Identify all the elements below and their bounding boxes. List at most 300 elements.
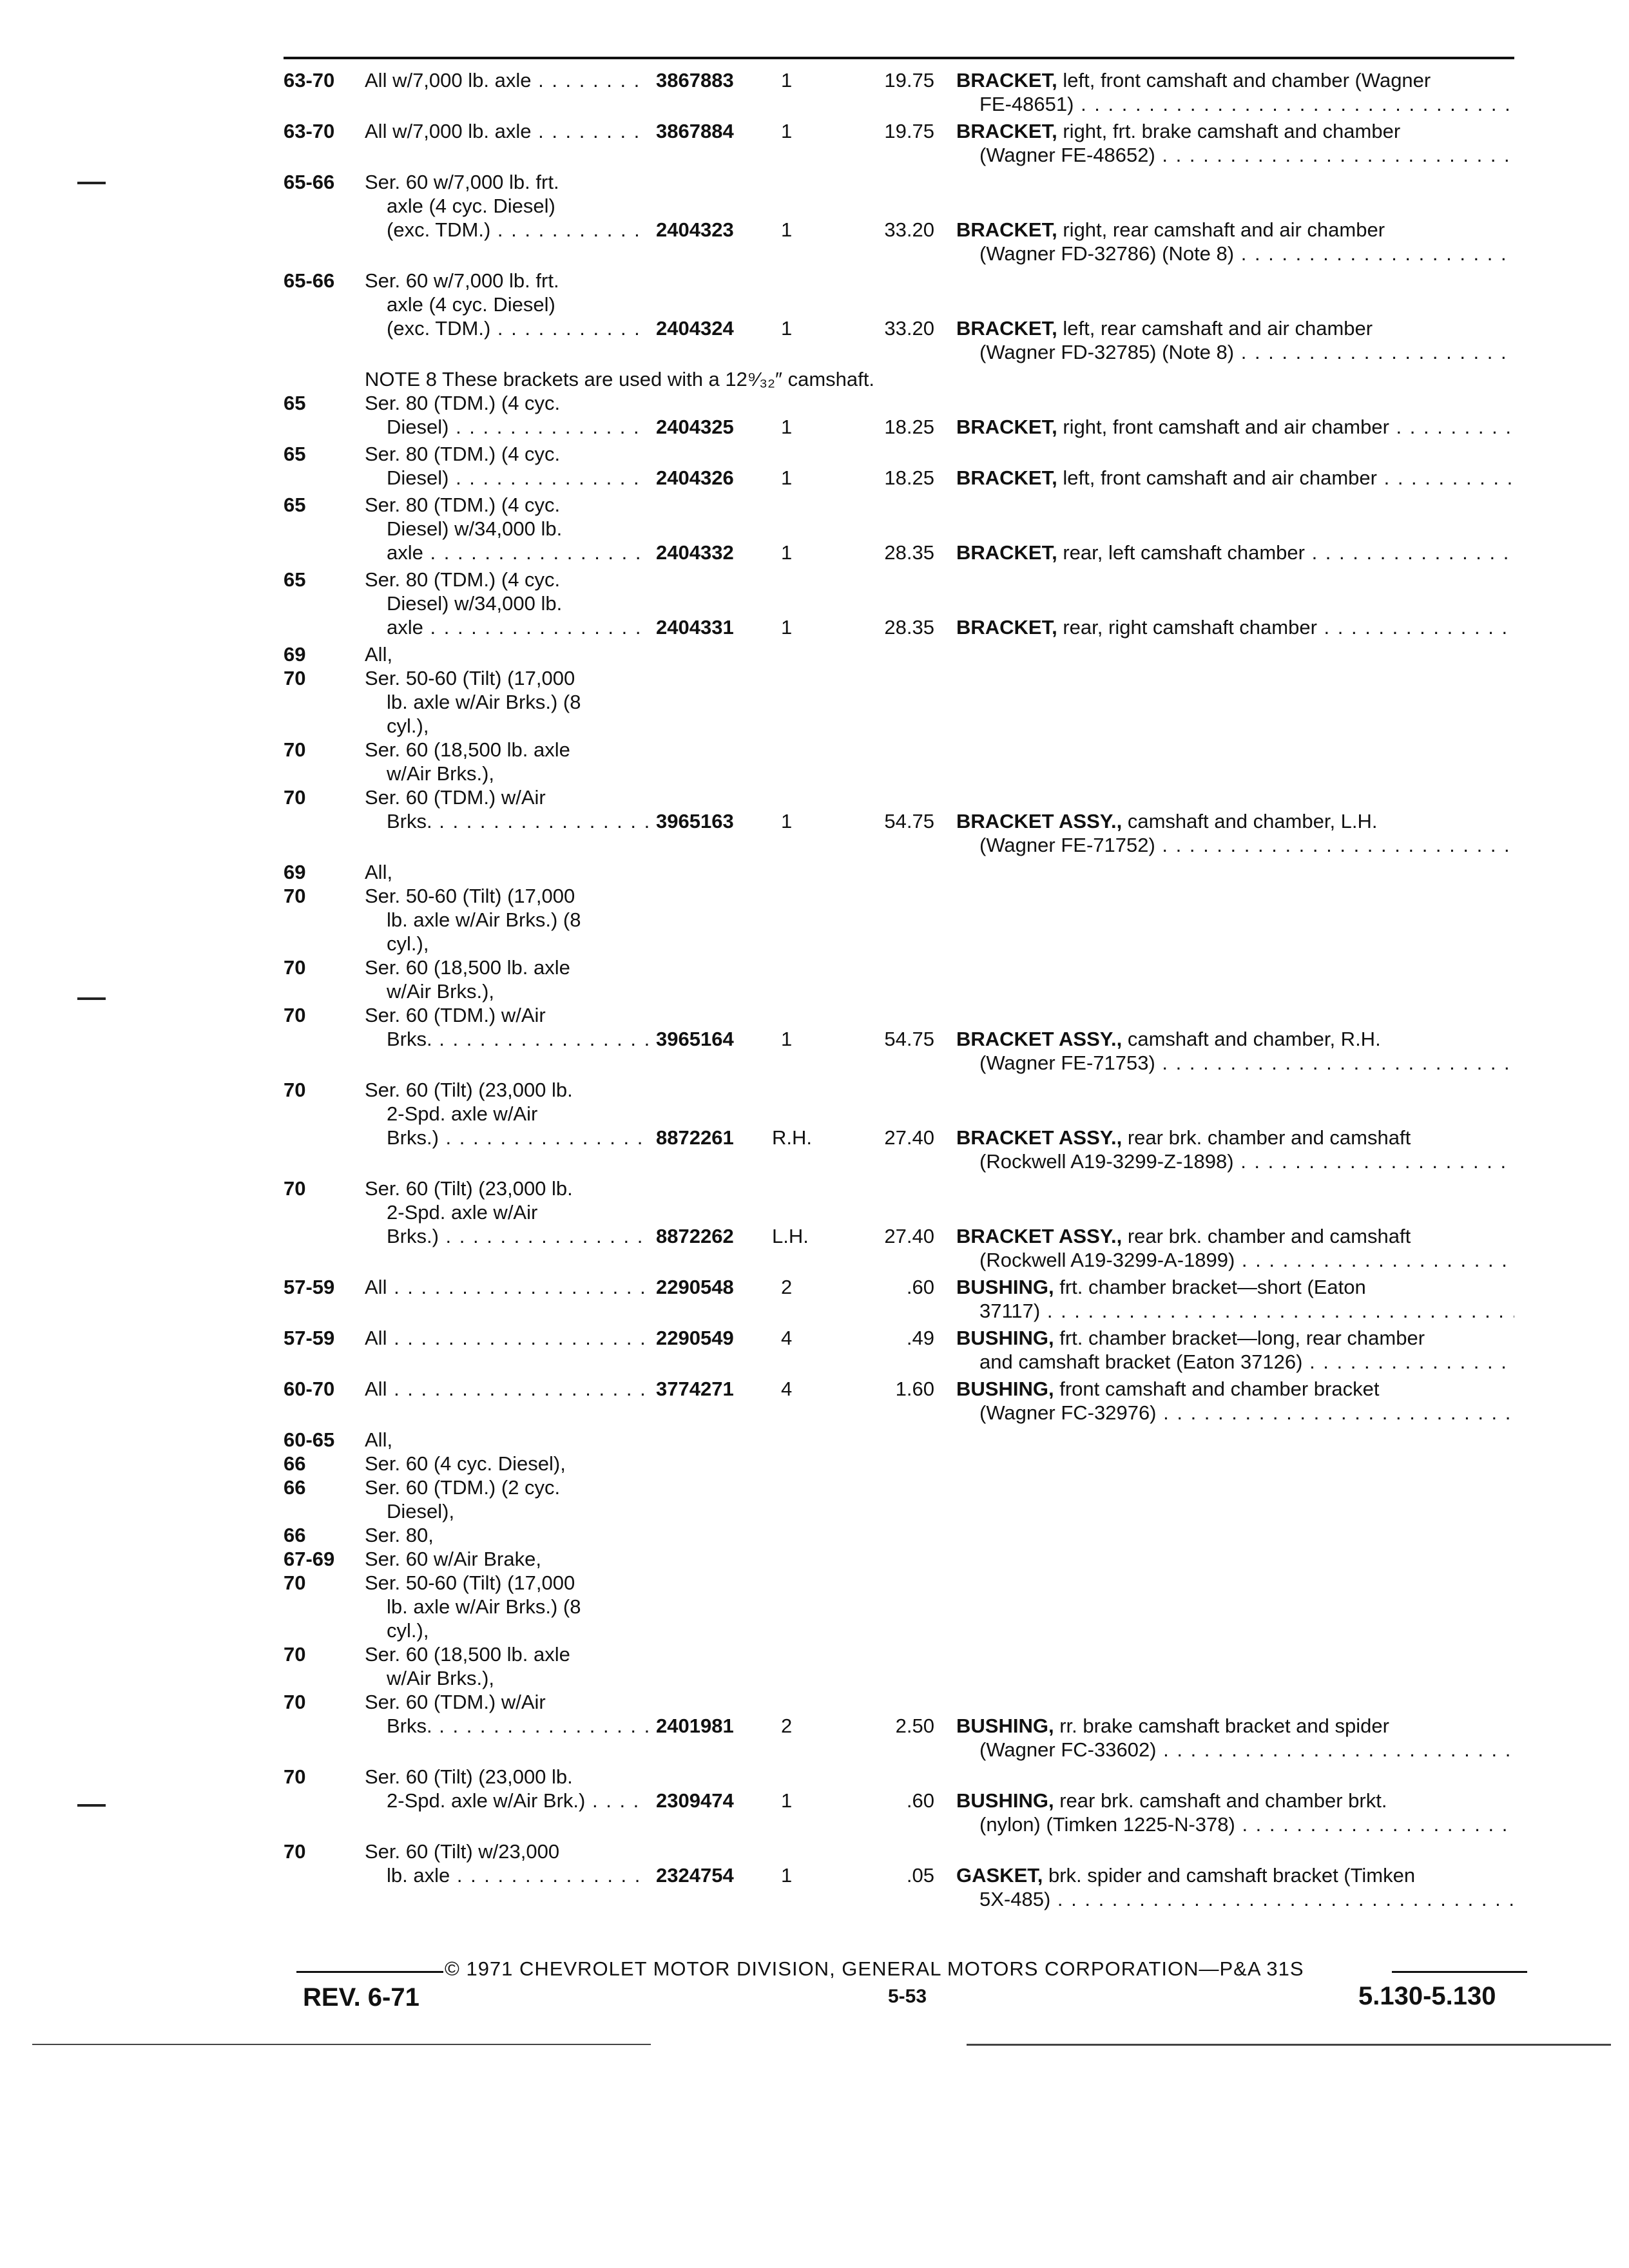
part-entry (284, 493, 1521, 568)
part-name: BRACKET, (956, 317, 1057, 340)
model-year (284, 932, 365, 956)
part-description (956, 1714, 1514, 1762)
part-entry (284, 568, 1521, 642)
quantity: 1 (781, 69, 793, 91)
description-text: 37117) (979, 1300, 1041, 1322)
model-year: 66 (284, 1476, 306, 1499)
model-year: 70 (284, 956, 306, 979)
quantity: 1 (781, 1789, 793, 1812)
model-years (284, 1428, 365, 1714)
application-line: Ser. 60 (TDM.) w/Air (365, 1004, 546, 1026)
description-line (956, 615, 1514, 639)
quantity: 1 (781, 1864, 793, 1887)
description-line (956, 1863, 1514, 1887)
application (365, 1765, 648, 1812)
description-text: and camshaft bracket (Eaton 37126) (979, 1350, 1303, 1373)
application-line: Ser. 60 (Tilt) (23,000 lb. (365, 1177, 573, 1200)
description-line (956, 1224, 1514, 1248)
list-price: 33.20 (884, 218, 934, 241)
part-entry (284, 442, 1521, 493)
description-text: (Wagner FC-32976) (979, 1401, 1157, 1424)
application-line: Brks.) . . . (365, 1126, 648, 1149)
application-line: All . . . (365, 1275, 648, 1299)
list-price: 27.40 (884, 1126, 934, 1149)
part-number: 2401981 (652, 1714, 766, 1738)
description-text: right, frt. brake camshaft and chamber (1063, 120, 1401, 142)
catalog-note: NOTE 8 These brackets are used with a 12⁹⁄₃₂″ camshaft. (365, 368, 874, 390)
description-text: rear, left camshaft chamber (1063, 541, 1305, 564)
part-description (956, 1126, 1514, 1173)
application (365, 642, 648, 833)
part-entry (284, 1377, 1521, 1428)
application-line: lb. axle w/Air Brks.) (8 (387, 908, 581, 931)
model-years (284, 642, 365, 809)
model-year: 65 (284, 443, 306, 465)
part-description (956, 466, 1514, 490)
part-entry (284, 860, 1521, 1078)
description-text: (Rockwell A19-3299-A-1899) (979, 1249, 1235, 1271)
part-entry (284, 391, 1521, 442)
model-year (284, 690, 365, 714)
model-year (284, 1595, 365, 1619)
application-line: Ser. 60 (TDM.) (2 cyc. (365, 1476, 561, 1499)
application-line: (exc. TDM.) . . . (365, 316, 648, 340)
description-line (956, 1275, 1514, 1299)
part-description (956, 68, 1514, 116)
application-line: All, (365, 861, 393, 883)
description-line (956, 1126, 1514, 1149)
application-line: All w/7,000 lb. axle . . . (365, 68, 648, 92)
application-line: Ser. 60 w/Air Brake, (365, 1548, 541, 1570)
part-number: 8872262 (652, 1224, 766, 1248)
description-text: (Wagner FE-71752) (979, 834, 1155, 856)
model-years (284, 1765, 365, 1789)
model-year: 70 (284, 1643, 306, 1666)
model-year (284, 1666, 365, 1690)
quantity: 2 (781, 1276, 793, 1298)
description-line (956, 466, 1514, 490)
description-text: rear brk. camshaft and chamber brkt. (1059, 1789, 1387, 1812)
part-name: BRACKET, (956, 120, 1057, 142)
description-text: (Wagner FE-48652) (979, 144, 1155, 166)
application (365, 860, 648, 1051)
application-line: cyl.), (387, 1619, 429, 1642)
application-line: Ser. 50-60 (Tilt) (17,000 (365, 1571, 575, 1594)
description-text: left, front camshaft and chamber (Wagner (1063, 69, 1431, 91)
application-line: Ser. 60 w/7,000 lb. frt. (365, 269, 559, 292)
application (365, 1275, 648, 1299)
model-year: 70 (284, 1079, 306, 1101)
application-line: Ser. 80 (TDM.) (4 cyc. (365, 494, 561, 516)
model-year: 65 (284, 494, 306, 516)
description-line (956, 541, 1514, 564)
model-year: 70 (284, 667, 306, 689)
quantity: 1 (781, 416, 793, 438)
application-line: Ser. 60 (18,500 lb. axle (365, 1643, 570, 1666)
application-line: All . . . (365, 1377, 648, 1401)
application-line: cyl.), (387, 715, 429, 737)
quantity: 1 (781, 317, 793, 340)
list-price: 33.20 (884, 317, 934, 340)
revision-date: REV. 6-71 (303, 1983, 419, 2012)
part-name: BRACKET, (956, 69, 1057, 91)
model-years (284, 68, 365, 92)
model-year: 70 (284, 1691, 306, 1713)
part-description (956, 1377, 1514, 1425)
application-line: w/Air Brks.), (387, 980, 495, 1003)
model-year: 65 (284, 392, 306, 414)
application-line: Ser. 60 (TDM.) w/Air (365, 1691, 546, 1713)
model-years (284, 1377, 365, 1401)
application-line: Ser. 60 (18,500 lb. axle (365, 956, 570, 979)
application-line: Ser. 60 (Tilt) (23,000 lb. (365, 1765, 573, 1788)
model-years (284, 1275, 365, 1299)
description-line (956, 340, 1514, 364)
part-description (956, 415, 1514, 439)
part-name: GASKET, (956, 1864, 1043, 1887)
part-name: BUSHING, (956, 1378, 1054, 1400)
application-line: All w/7,000 lb. axle . . . (365, 119, 648, 143)
footer-rule-right (1392, 1971, 1527, 1973)
application-line: Brks. . . . (365, 1714, 648, 1738)
margin-mark (77, 182, 106, 184)
quantity: 1 (781, 541, 793, 564)
application (365, 1177, 648, 1248)
part-number: 2290549 (652, 1326, 766, 1350)
list-price: 1.60 (895, 1378, 934, 1400)
copyright-notice: © 1971 CHEVROLET MOTOR DIVISION, GENERAL MOTORS CORPORATION—P&A 31S (445, 1957, 1304, 1980)
part-description (956, 1275, 1514, 1323)
application (365, 1326, 648, 1350)
part-entry (284, 1275, 1521, 1326)
description-text: 5X-485) (979, 1888, 1051, 1910)
description-line (956, 1027, 1514, 1051)
part-entry (284, 1428, 1521, 1765)
application (365, 1840, 648, 1887)
part-entry (284, 1765, 1521, 1840)
application-line: Diesel) w/34,000 lb. (387, 592, 563, 615)
model-year: 67-69 (284, 1548, 335, 1570)
application-line: Ser. 60 (Tilt) w/23,000 (365, 1840, 560, 1863)
quantity: 1 (781, 218, 793, 241)
part-name: BRACKET, (956, 416, 1057, 438)
application (365, 269, 648, 340)
model-year: 70 (284, 786, 306, 809)
application-line: All . . . (365, 1326, 648, 1350)
list-price: 19.75 (884, 120, 934, 142)
description-line (956, 1299, 1514, 1323)
description-text: rear brk. chamber and camshaft (1127, 1225, 1411, 1247)
model-years (284, 1177, 365, 1200)
description-text: right, rear camshaft and air chamber (1063, 218, 1385, 241)
part-number: 2404324 (652, 316, 766, 340)
description-line (956, 316, 1514, 340)
application-line: Ser. 60 (TDM.) w/Air (365, 786, 546, 809)
application (365, 119, 648, 143)
application-line: Ser. 80, (365, 1524, 434, 1546)
model-years (284, 391, 365, 415)
margin-mark (77, 1804, 106, 1807)
application-line: Ser. 60 (4 cyc. Diesel), (365, 1452, 566, 1475)
list-price: .60 (906, 1276, 934, 1298)
application (365, 391, 648, 439)
description-line (956, 1401, 1514, 1425)
model-year (284, 1499, 365, 1523)
part-number: 2404325 (652, 415, 766, 439)
model-years (284, 170, 365, 194)
description-line (956, 833, 1514, 857)
part-description (956, 1326, 1514, 1374)
model-year: 70 (284, 1177, 306, 1200)
part-description (956, 541, 1514, 564)
application-line: Ser. 50-60 (Tilt) (17,000 (365, 667, 575, 689)
description-text: (Wagner FC-33602) (979, 1738, 1157, 1761)
description-text: front camshaft and chamber bracket (1059, 1378, 1380, 1400)
part-name: BUSHING, (956, 1276, 1054, 1298)
part-entry (284, 1840, 1521, 1914)
part-description (956, 1789, 1514, 1836)
application (365, 1377, 648, 1401)
model-years (284, 442, 365, 466)
part-name: BRACKET ASSY., (956, 810, 1123, 832)
application (365, 1078, 648, 1149)
application-line: 2-Spd. axle w/Air Brk.) . . . (365, 1789, 648, 1812)
application-line: Diesel) w/34,000 lb. (387, 517, 563, 540)
part-number: 2404332 (652, 541, 766, 564)
model-years (284, 493, 365, 517)
application-line: Ser. 50-60 (Tilt) (17,000 (365, 885, 575, 907)
list-price: 18.25 (884, 416, 934, 438)
part-number: 2290548 (652, 1275, 766, 1299)
application-line: axle . . . (365, 615, 648, 639)
part-entry (284, 170, 1521, 269)
page-number: 5-53 (888, 1986, 927, 2007)
model-year: 65-66 (284, 269, 335, 292)
description-line (956, 1248, 1514, 1272)
application-line: w/Air Brks.), (387, 762, 495, 785)
application (365, 442, 648, 490)
description-text: (Wagner FE-71753) (979, 1052, 1155, 1074)
description-text: (Wagner FD-32785) (Note 8) (979, 341, 1235, 363)
part-name: BUSHING, (956, 1789, 1054, 1812)
description-text: right, front camshaft and air chamber (1063, 416, 1389, 438)
application-line: axle (4 cyc. Diesel) (387, 195, 555, 217)
description-line (956, 119, 1514, 143)
description-text: (nylon) (Timken 1225-N-378) (979, 1813, 1235, 1836)
application-line: axle . . . (365, 541, 648, 564)
description-text: left, rear camshaft and air chamber (1063, 317, 1373, 340)
model-year: 70 (284, 1004, 306, 1026)
model-years (284, 269, 365, 293)
model-year: 57-59 (284, 1327, 335, 1349)
description-line (956, 1149, 1514, 1173)
bottom-rule-left (32, 2044, 651, 2045)
description-line (956, 143, 1514, 167)
model-years (284, 119, 365, 143)
description-line (956, 242, 1514, 265)
model-year (284, 908, 365, 932)
part-entry (284, 1326, 1521, 1377)
model-year: 63-70 (284, 69, 335, 91)
model-years (284, 1078, 365, 1102)
description-text: FE-48651) (979, 93, 1074, 115)
model-year: 65 (284, 568, 306, 591)
part-number: 2324754 (652, 1863, 766, 1887)
application-line: Diesel), (387, 1500, 455, 1523)
list-price: 2.50 (895, 1715, 934, 1737)
model-year: 70 (284, 1765, 306, 1788)
description-text: camshaft and chamber, L.H. (1127, 810, 1378, 832)
application-line: lb. axle . . . (365, 1863, 648, 1887)
application-line: lb. axle w/Air Brks.) (8 (387, 691, 581, 713)
application-line: Ser. 80 (TDM.) (4 cyc. (365, 392, 561, 414)
description-text: (Wagner FD-32786) (Note 8) (979, 242, 1235, 265)
application (365, 568, 648, 639)
application-line: cyl.), (387, 932, 429, 955)
list-price: 27.40 (884, 1225, 934, 1247)
quantity: L.H. (772, 1225, 809, 1247)
description-text: rear, right camshaft chamber (1063, 616, 1317, 639)
application-line: Ser. 80 (TDM.) (4 cyc. (365, 568, 561, 591)
list-price: 28.35 (884, 616, 934, 639)
list-price: 54.75 (884, 1028, 934, 1050)
part-number: 2309474 (652, 1789, 766, 1812)
part-number: 3965164 (652, 1027, 766, 1051)
part-description (956, 119, 1514, 167)
description-text: frt. chamber bracket—long, rear chamber (1059, 1327, 1425, 1349)
quantity: R.H. (772, 1126, 812, 1149)
application-line: Brks.) . . . (365, 1224, 648, 1248)
model-year (284, 979, 365, 1003)
application-line: lb. axle w/Air Brks.) (8 (387, 1595, 581, 1618)
application-line: Ser. 60 (18,500 lb. axle (365, 738, 570, 761)
part-number: 2404323 (652, 218, 766, 242)
description-line (956, 1051, 1514, 1075)
description-line (956, 68, 1514, 92)
model-year: 69 (284, 643, 306, 666)
list-price: .49 (906, 1327, 934, 1349)
application-line: (exc. TDM.) . . . (365, 218, 648, 242)
application-line: w/Air Brks.), (387, 1667, 495, 1689)
section-number: 5.130-5.130 (1358, 1982, 1496, 2010)
bottom-rule-right (967, 2044, 1611, 2046)
model-years (284, 1840, 365, 1863)
footer-rule-left (296, 1971, 443, 1973)
application-line: axle (4 cyc. Diesel) (387, 293, 555, 316)
application (365, 68, 648, 92)
application (365, 170, 648, 242)
model-years (284, 860, 365, 1027)
part-description (956, 218, 1514, 265)
part-description (956, 615, 1514, 639)
description-line (956, 809, 1514, 833)
list-price: 28.35 (884, 541, 934, 564)
quantity: 2 (781, 1715, 793, 1737)
part-number: 8872261 (652, 1126, 766, 1149)
parts-list (284, 68, 1521, 1914)
model-year: 63-70 (284, 120, 335, 142)
model-year: 60-65 (284, 1428, 335, 1451)
top-rule (284, 57, 1514, 59)
description-text: frt. chamber bracket—short (Eaton (1059, 1276, 1366, 1298)
model-year: 66 (284, 1524, 306, 1546)
description-text: brk. spider and camshaft bracket (Timken (1048, 1864, 1416, 1887)
part-description (956, 1863, 1514, 1911)
part-description (956, 1224, 1514, 1272)
description-line (956, 1887, 1514, 1911)
description-line (956, 1377, 1514, 1401)
application (365, 493, 648, 564)
description-line (956, 1789, 1514, 1812)
description-line (956, 415, 1514, 439)
list-price: .05 (906, 1864, 934, 1887)
part-number: 3774271 (652, 1377, 766, 1401)
part-name: BRACKET ASSY., (956, 1225, 1123, 1247)
part-entry (284, 269, 1521, 367)
part-name: BUSHING, (956, 1327, 1054, 1349)
part-entry (284, 68, 1521, 119)
margin-mark (77, 997, 106, 1000)
description-line (956, 1326, 1514, 1350)
quantity: 1 (781, 616, 793, 639)
part-description (956, 1027, 1514, 1075)
quantity: 1 (781, 120, 793, 142)
part-entry (284, 1078, 1521, 1177)
model-year: 57-59 (284, 1276, 335, 1298)
part-entry (284, 642, 1521, 860)
description-line (956, 92, 1514, 116)
model-year (284, 1619, 365, 1642)
quantity: 1 (781, 810, 793, 832)
description-text: rear brk. chamber and camshaft (1127, 1126, 1411, 1149)
description-line (956, 1812, 1514, 1836)
application-line: Diesel) . . . (365, 415, 648, 439)
model-year (284, 762, 365, 785)
model-years (284, 568, 365, 591)
part-number: 3867884 (652, 119, 766, 143)
part-number: 3867883 (652, 68, 766, 92)
part-number: 3965163 (652, 809, 766, 833)
model-year: 65-66 (284, 171, 335, 193)
application-line: Brks. . . . (365, 809, 648, 833)
application-line: Diesel) . . . (365, 466, 648, 490)
part-name: BUSHING, (956, 1715, 1054, 1737)
part-name: BRACKET ASSY., (956, 1028, 1123, 1050)
model-years (284, 1326, 365, 1350)
model-year: 70 (284, 885, 306, 907)
description-line (956, 1738, 1514, 1762)
description-line (956, 1350, 1514, 1374)
part-number: 2404326 (652, 466, 766, 490)
model-year: 66 (284, 1452, 306, 1475)
description-line (956, 1714, 1514, 1738)
application-line: Brks. . . . (365, 1027, 648, 1051)
description-line (956, 218, 1514, 242)
application-line: All, (365, 1428, 393, 1451)
description-text: left, front camshaft and air chamber (1063, 466, 1377, 489)
part-description (956, 809, 1514, 857)
model-year: 69 (284, 861, 306, 883)
model-year: 70 (284, 1571, 306, 1594)
application-line: Ser. 80 (TDM.) (4 cyc. (365, 443, 561, 465)
list-price: 19.75 (884, 69, 934, 91)
list-price: .60 (906, 1789, 934, 1812)
description-text: camshaft and chamber, R.H. (1127, 1028, 1381, 1050)
model-year (284, 714, 365, 738)
part-name: BRACKET, (956, 541, 1057, 564)
application (365, 1428, 648, 1738)
application-line: All, (365, 643, 393, 666)
